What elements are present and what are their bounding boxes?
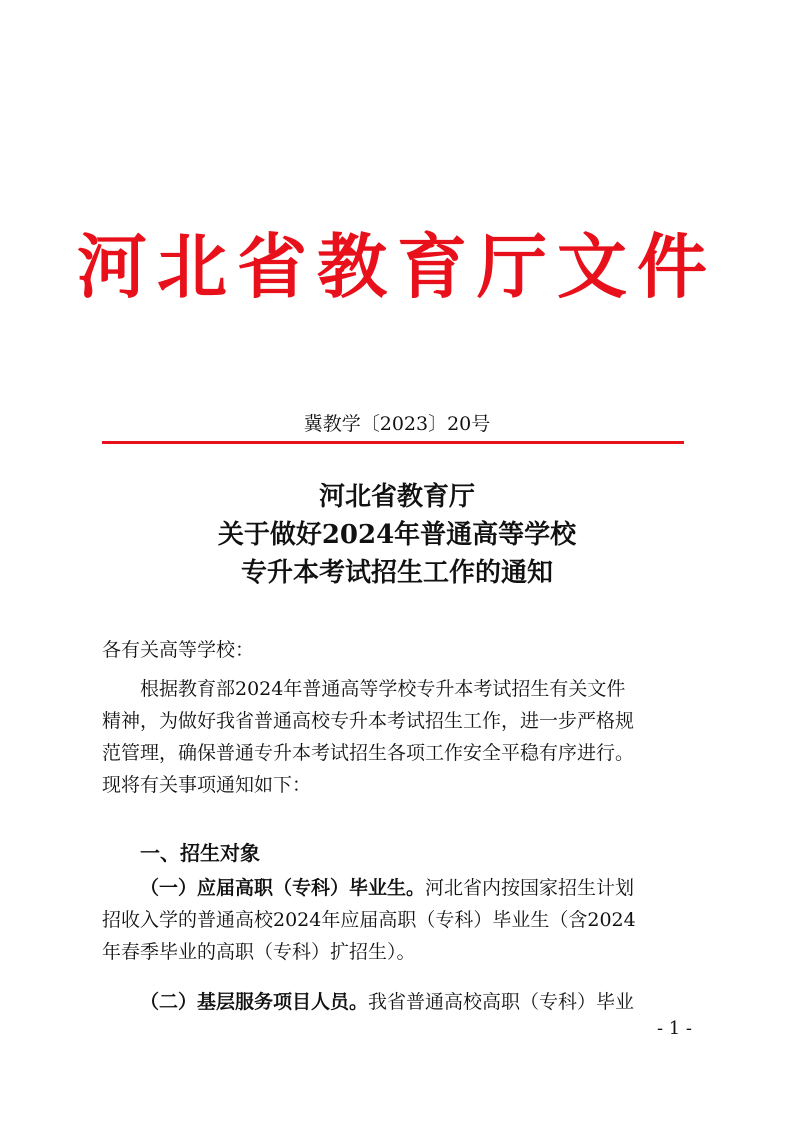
document-header-title: 河北省教育厅文件 bbox=[77, 225, 717, 308]
section-item-2 bbox=[102, 986, 688, 1018]
red-divider-rule bbox=[102, 441, 684, 444]
item-label: （二）基层服务项目人员。 bbox=[140, 991, 369, 1013]
document-number: 冀教学〔2023〕20号 bbox=[303, 413, 491, 435]
page-number: - 1 - bbox=[656, 1018, 692, 1039]
notice-title-line-3: 专升本考试招生工作的通知 bbox=[240, 558, 553, 588]
item-first-line bbox=[102, 872, 688, 904]
item-text: 河北省内按国家招生计划 bbox=[425, 877, 635, 899]
item-line: 招收入学的普通高校2024年应届高职（专科）毕业生（含2024 bbox=[102, 909, 636, 931]
notice-title-line-1: 河北省教育厅 bbox=[318, 482, 475, 512]
salutation-text: 各有关高等学校： bbox=[102, 639, 255, 661]
item-line: 年春季毕业的高职（专科）扩招生）。 bbox=[102, 941, 416, 963]
paragraph-line: 范管理，确保普通专升本考试招生各项工作安全平稳有序进行。 bbox=[102, 742, 635, 764]
paragraph-line: 精神，为做好我省普通高校专升本考试招生工作，进一步严格规 bbox=[102, 710, 635, 732]
item-text: 我省普通高校高职（专科）毕业 bbox=[368, 991, 635, 1013]
item-first-line bbox=[102, 986, 688, 1018]
salutation bbox=[102, 634, 688, 666]
paragraph-line: 根据教育部2024年普通高等学校专升本考试招生有关文件 bbox=[140, 678, 626, 700]
section-item-1 bbox=[102, 872, 688, 968]
section-heading bbox=[102, 837, 688, 869]
notice-title-line-2: 关于做好2024年普通高等学校 bbox=[217, 520, 577, 550]
paragraph-intro bbox=[102, 673, 688, 801]
item-label: （一）应届高职（专科）毕业生。 bbox=[140, 877, 426, 899]
paragraph-line: 现将有关事项通知如下： bbox=[102, 774, 312, 796]
notice-title bbox=[0, 478, 794, 592]
section-heading-text: 一、招生对象 bbox=[140, 841, 260, 865]
